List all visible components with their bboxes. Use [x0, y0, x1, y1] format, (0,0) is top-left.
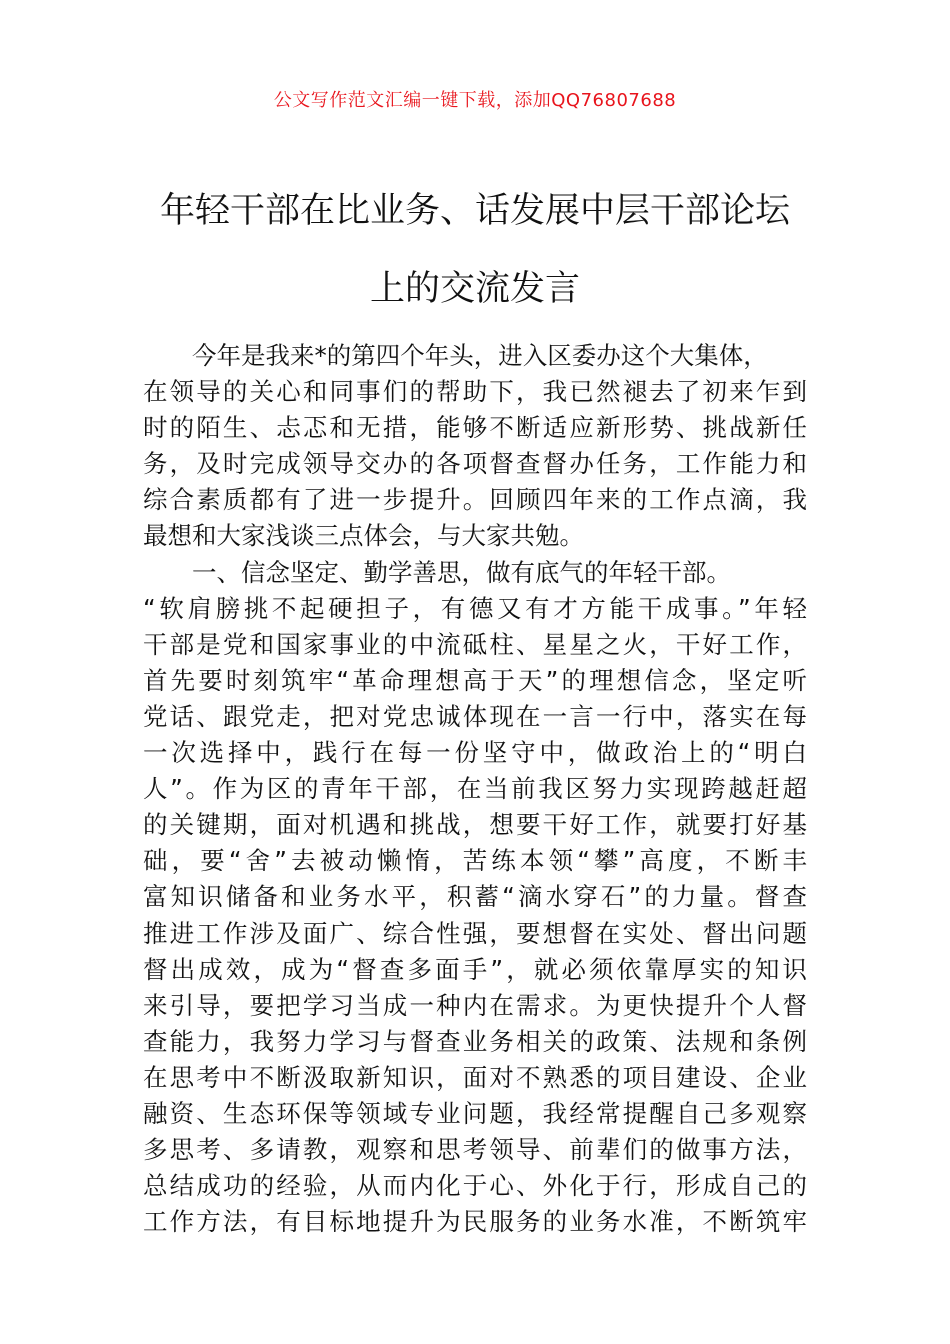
- body-line: 来引导，要把学习当成一种内在需求。为更快提升个人督: [143, 990, 807, 1020]
- title-line: 年轻干部在比业务、话发展中层干部论坛: [159, 191, 790, 231]
- body-line: 务，及时完成领导交办的各项督查督办任务，工作能力和: [143, 449, 807, 479]
- title-line: 上的交流发言: [369, 269, 580, 309]
- body-line: “软肩膀挑不起硬担子，有德又有才方能干成事。”年轻: [143, 593, 807, 623]
- body-line: 今年是我来*的第四个年头，进入区委办这个大集体，: [143, 341, 768, 370]
- body-line: 础，要“舍”去被动懒惰，苦练本领“攀”高度，不断丰: [143, 846, 807, 876]
- body-line: 一次选择中，践行在每一份坚守中，做政治上的“明白: [143, 738, 807, 768]
- body-line: 一、信念坚定、勤学善思，做有底气的年轻干部。: [143, 557, 731, 587]
- document-body: [143, 338, 807, 1240]
- body-line: 推进工作涉及面广、综合性强，要想督在实处、督出问题: [143, 918, 807, 948]
- body-line: 人”。作为区的青年干部，在当前我区努力实现跨越赶超: [143, 774, 807, 804]
- body-line: 综合素质都有了进一步提升。回顾四年来的工作点滴，我: [143, 485, 807, 515]
- document-title: [150, 172, 800, 328]
- body-line: 督出成效，成为“督查多面手”，就必须依靠厚实的知识: [143, 954, 807, 984]
- body-line: 多思考、多请教，观察和思考领导、前辈们的做事方法，: [143, 1135, 807, 1165]
- body-line: 查能力，我努力学习与督查业务相关的政策、法规和条例: [143, 1026, 807, 1056]
- body-line: 融资、生态环保等领域专业问题，我经常提醒自己多观察: [143, 1098, 807, 1128]
- body-line: 总结成功的经验，从而内化于心、外化于行，形成自己的: [143, 1171, 807, 1201]
- body-line: 的关键期，面对机遇和挑战，想要干好工作，就要打好基: [143, 810, 807, 840]
- body-line: 党话、跟党走，把对党忠诚体现在一言一行中，落实在每: [143, 701, 807, 731]
- body-line: 干部是党和国家事业的中流砥柱、星星之火，干好工作，: [143, 629, 807, 659]
- promo-header: 公文写作范文汇编一键下载，添加QQ76807688: [273, 90, 677, 111]
- body-line: 最想和大家浅谈三点体会，与大家共勉。: [143, 521, 584, 551]
- body-line: 工作方法，有目标地提升为民服务的业务水准，不断筑牢: [143, 1207, 807, 1237]
- body-line: 首先要时刻筑牢“革命理想高于天”的理想信念，坚定听: [143, 665, 807, 695]
- body-line: 时的陌生、忐忑和无措，能够不断适应新形势、挑战新任: [143, 413, 807, 443]
- body-line: 在领导的关心和同事们的帮助下，我已然褪去了初来乍到: [143, 377, 807, 407]
- body-line: 在思考中不断汲取新知识，面对不熟悉的项目建设、企业: [143, 1062, 807, 1092]
- body-line: 富知识储备和业务水平，积蓄“滴水穿石”的力量。督查: [143, 882, 807, 912]
